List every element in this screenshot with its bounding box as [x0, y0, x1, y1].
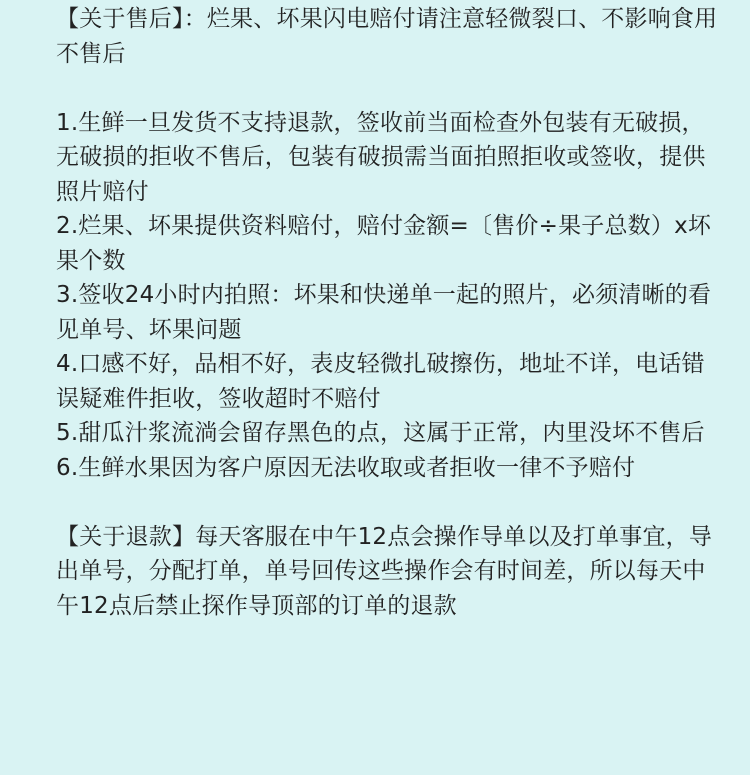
rule-item-2: 2.烂果、坏果提供资料赔付，赔付金额=〔售价÷果子总数）x坏果个数 [56, 213, 712, 274]
after-sales-text: ：烂果、坏果闪电赔付请注意轻微裂口、不影响食用不售后 [56, 6, 718, 67]
after-sales-heading: 【关于售后】 [56, 6, 184, 32]
rule-item-5: 5.甜瓜汁浆流淌会留存黑色的点，这属于正常，内里没坏不售后 [56, 420, 705, 446]
rule-item-4: 4.口感不好，品相不好，表皮轻微扎破擦伤，地址不详，电话错误疑难件拒收，签收超时不赔付 [56, 351, 705, 412]
spacer [56, 485, 718, 520]
spacer [56, 71, 718, 106]
after-sales-intro [56, 2, 718, 71]
refund-heading: 【关于退款】 [56, 523, 196, 550]
refund-text: 每天客服在中午12点会操作导单以及打单事宜，导出单号，分配打单，单号回传这些操作会有时间差，所以每天中午12点后禁止探作导顶部的订单的退款 [56, 523, 713, 619]
rule-item-6: 6.生鲜水果因为客户原因无法收取或者拒收一律不予赔付 [56, 454, 636, 481]
rule-item-3: 3.签收24小时内拍照：坏果和快递单一起的照片，必须清晰的看见单号、坏果问题 [56, 282, 712, 343]
rule-item-1: 1.生鲜一旦发货不支持退款，签收前当面检查外包装有无破损，无破损的拒收不售后，包装有破损需当面拍照拒收或签收，提供照片赔付 [56, 109, 706, 205]
refund-notice [56, 520, 718, 624]
